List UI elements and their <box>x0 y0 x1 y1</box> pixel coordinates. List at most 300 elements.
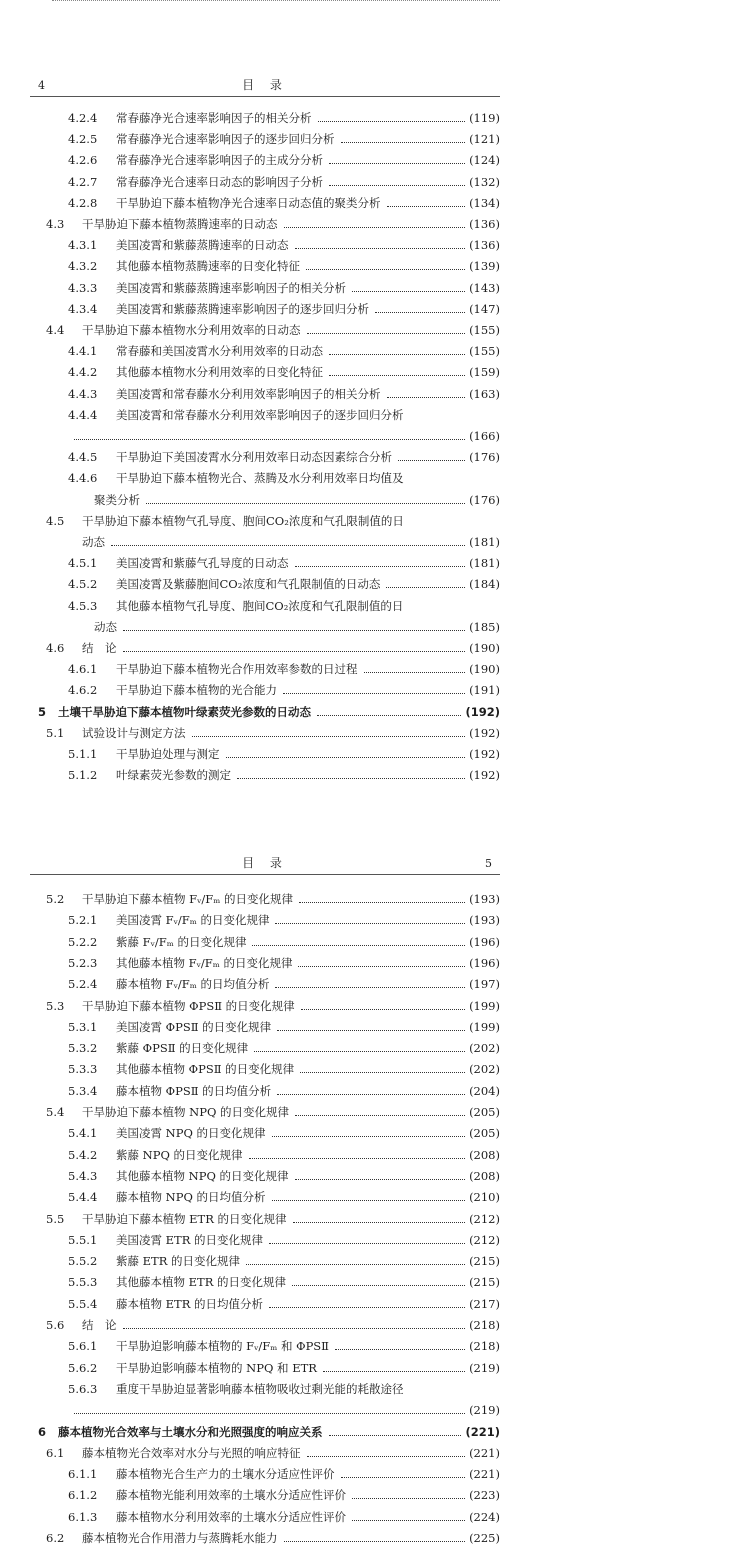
toc-entry[interactable] <box>68 234 500 256</box>
leader-dots <box>295 1115 465 1116</box>
toc-entry-number: 4.4.3 <box>68 386 98 401</box>
toc-entry[interactable] <box>68 931 500 953</box>
leader-dots <box>335 1349 465 1350</box>
toc-entry-number: 5 <box>38 704 47 719</box>
toc-entry[interactable] <box>68 149 500 171</box>
toc-entry-title: 美国凌霄和紫藤蒸腾速率影响因子的逐步回归分析 <box>116 301 369 316</box>
toc-entry[interactable] <box>68 107 500 129</box>
toc-entry[interactable] <box>68 277 500 299</box>
toc-entry-number: 6.1.3 <box>68 1509 98 1524</box>
toc-entry-title: 常春藤净光合速率日动态的影响因子分析 <box>116 174 323 189</box>
toc-entry-page: (224) <box>469 1509 500 1524</box>
toc-entry-number: 4.3.1 <box>68 238 98 253</box>
toc-entry-title: 紫藤 Fᵥ/Fₘ 的日变化规律 <box>116 934 247 949</box>
leader-dots <box>318 121 465 122</box>
toc-entry-page: (219) <box>469 1360 500 1375</box>
leader-dots <box>307 1456 465 1457</box>
toc-entry-title: 藤本植物水分利用效率的土壤水分适应性评价 <box>116 1509 346 1524</box>
toc-entry-title: 藤本植物光合效率对水分与光照的响应特征 <box>82 1445 301 1460</box>
toc-entry-title: 干旱胁迫下藤本植物 Fᵥ/Fₘ 的日变化规律 <box>82 892 293 906</box>
toc-entry-page: (192) <box>469 747 500 761</box>
toc-entry-number: 4.2.8 <box>68 195 98 210</box>
toc-entry-title: 美国凌霄 ΦPSⅡ 的日变化规律 <box>116 1019 272 1034</box>
toc-entry-page: (192) <box>465 704 500 719</box>
toc-entry[interactable] <box>68 1229 500 1251</box>
leader-dots <box>298 966 465 967</box>
toc-entry-title: 美国凌霄和常春藤水分利用效率影响因子的逐步回归分析 <box>116 407 404 422</box>
toc-entry-title: 干旱胁迫处理与测定 <box>116 747 220 761</box>
toc-entry-number: 4.6.2 <box>68 683 98 698</box>
leader-dots <box>272 1200 465 1201</box>
toc-entry-number: 5.1 <box>46 725 65 740</box>
leader-dots <box>341 1477 465 1478</box>
toc-entry-page: (155) <box>469 344 500 359</box>
toc-entry-page: (210) <box>469 1190 500 1205</box>
toc-entry-number: 4.5.3 <box>68 598 98 613</box>
page-number: 4 <box>38 79 45 92</box>
toc-entry[interactable] <box>68 658 500 680</box>
toc-entry[interactable] <box>46 1101 500 1123</box>
toc-entry[interactable] <box>46 1208 500 1230</box>
toc-entry-title: 干旱胁迫影响藤本植物的 NPQ 和 ETR <box>116 1360 317 1375</box>
toc-entry-title: 美国凌霄 NPQ 的日变化规律 <box>116 1126 266 1141</box>
toc-entry-number: 5.4.3 <box>68 1168 98 1183</box>
toc-entry-number: 4.6 <box>46 641 65 655</box>
leader-dots <box>300 1072 465 1073</box>
toc-entry[interactable] <box>46 995 500 1017</box>
toc-entry-number: 4.2.4 <box>68 111 98 125</box>
toc-entry-page: (192) <box>469 768 500 783</box>
toc-entry-page: (181) <box>469 556 500 571</box>
leader-dots <box>249 1158 465 1159</box>
toc-entry[interactable] <box>68 595 500 617</box>
toc-entry-title: 藤本植物光能利用效率的土壤水分适应性评价 <box>116 1488 346 1503</box>
toc-entry-title: 藤本植物光合效率与土壤水分和光照强度的响应关系 <box>58 1424 323 1439</box>
toc-entry-title: 干旱胁迫下藤本植物蒸腾速率的日动态 <box>82 217 278 231</box>
leader-dots <box>283 693 465 694</box>
toc-entry-number: 5.6.3 <box>68 1381 98 1396</box>
toc-entry-page: (147) <box>469 301 500 316</box>
leader-dots <box>295 566 465 567</box>
toc-entry-page: (159) <box>469 365 500 380</box>
toc-entry-number: 4.4.4 <box>68 407 98 422</box>
toc-entry[interactable] <box>46 722 500 744</box>
toc-entry-page: (219) <box>469 1403 500 1418</box>
toc-entry-title: 常春藤净光合速率影响因子的相关分析 <box>116 111 312 125</box>
leader-dots <box>295 248 465 249</box>
leader-dots <box>352 1520 465 1521</box>
toc-entry-page: (196) <box>469 955 500 970</box>
toc-entry-number: 5.3.2 <box>68 1041 98 1056</box>
toc-entry-number: 4.2.7 <box>68 174 98 189</box>
leader-dots <box>237 778 465 779</box>
toc-entry-page: (208) <box>469 1168 500 1183</box>
toc-entry-number: 4.4.5 <box>68 450 98 465</box>
toc-entry-page: (155) <box>469 323 500 337</box>
toc-entry[interactable] <box>68 128 500 150</box>
toc-entry[interactable] <box>68 467 500 489</box>
toc-entry[interactable] <box>68 743 500 765</box>
leader-dots <box>352 291 465 292</box>
leader-dots <box>386 587 465 588</box>
leader-dots <box>277 1094 465 1095</box>
toc-entry[interactable] <box>68 1484 500 1506</box>
toc-entry[interactable] <box>68 1335 500 1357</box>
toc-entry[interactable] <box>46 319 500 341</box>
toc-entry-number: 4.6.1 <box>68 662 98 677</box>
leader-dots <box>398 460 465 461</box>
toc-entry[interactable] <box>68 952 500 974</box>
toc-entry-title: 干旱胁迫下藤本植物水分利用效率的日动态 <box>82 323 301 337</box>
toc-entry-page: (190) <box>469 662 500 677</box>
toc-entry-page: (205) <box>469 1126 500 1141</box>
leader-dots <box>74 439 465 440</box>
toc-entry[interactable] <box>46 213 500 235</box>
leader-dots <box>329 185 465 186</box>
toc-entry[interactable] <box>68 1080 500 1102</box>
toc-entry-number: 4.4 <box>46 323 65 337</box>
toc-entry[interactable] <box>46 510 500 532</box>
toc-entry[interactable] <box>46 888 500 910</box>
toc-entry-page: (215) <box>469 1254 500 1269</box>
toc-entry-number: 6.1.1 <box>68 1467 98 1482</box>
leader-dots <box>387 397 465 398</box>
toc-entry-title: 干旱胁迫下美国凌霄水分利用效率日动态因素综合分析 <box>116 450 392 465</box>
toc-entry-title: 其他藤本植物 ETR 的日变化规律 <box>116 1275 287 1290</box>
toc-entry-title: 藤本植物 ΦPSⅡ 的日均值分析 <box>116 1083 272 1098</box>
toc-entry-number: 5.3 <box>46 998 65 1013</box>
toc-entry-number: 4.4.6 <box>68 471 98 486</box>
leader-dots <box>275 987 465 988</box>
leader-dots <box>269 1243 465 1244</box>
toc-entry-page: (223) <box>469 1488 500 1503</box>
leader-dots <box>277 1030 465 1031</box>
toc-entry[interactable] <box>46 1314 500 1336</box>
toc-entry-title: 藤本植物光合生产力的土壤水分适应性评价 <box>116 1467 335 1482</box>
toc-entry-page: (208) <box>469 1147 500 1162</box>
toc-entry[interactable] <box>68 1165 500 1187</box>
leader-dots <box>272 1136 465 1137</box>
toc-entry-title: 其他藤本植物蒸腾速率的日变化特征 <box>116 259 300 274</box>
toc-page-5 <box>0 838 750 1546</box>
toc-entry[interactable] <box>68 1250 500 1272</box>
toc-entry-page: (193) <box>469 892 500 906</box>
toc-entry-title: 其他藤本植物气孔导度、胞间CO₂浓度和气孔限制值的日 <box>116 598 404 613</box>
toc-entry-page: (192) <box>469 725 500 740</box>
toc-entry-number: 4.2.5 <box>68 132 98 147</box>
leader-dots <box>123 651 465 652</box>
toc-entry-number: 5.4 <box>46 1105 65 1119</box>
toc-entry[interactable] <box>68 1463 500 1485</box>
toc-entry-page: (221) <box>469 1467 500 1482</box>
toc-entry[interactable] <box>68 552 500 574</box>
header-title: 目 录 <box>242 856 288 870</box>
toc-entry-number: 5.6 <box>46 1318 65 1332</box>
toc-entry-number: 5.4.4 <box>68 1190 98 1205</box>
leader-dots <box>375 312 465 313</box>
toc-entry-title: 其他藤本植物 ΦPSⅡ 的日变化规律 <box>116 1062 295 1077</box>
toc-entry[interactable] <box>68 255 500 277</box>
leader-dots <box>254 1051 465 1052</box>
leader-dots <box>226 757 465 758</box>
toc-entry-page: (132) <box>469 174 500 189</box>
toc-entry-title: 美国凌霄和紫藤蒸腾速率的日动态 <box>116 238 289 253</box>
toc-entry-page: (119) <box>469 111 500 125</box>
toc-entry[interactable] <box>68 298 500 320</box>
toc-entry-title: 其他藤本植物 Fᵥ/Fₘ 的日变化规律 <box>116 955 293 970</box>
toc-entry-number: 5.2.2 <box>68 934 98 949</box>
toc-entry-page: (190) <box>469 641 500 655</box>
toc-entry[interactable] <box>68 679 500 701</box>
toc-entry-title: 常春藤和美国凌霄水分利用效率的日动态 <box>116 344 323 359</box>
leader-dots <box>317 715 461 716</box>
toc-entry-page: (143) <box>469 280 500 295</box>
toc-entry-title: 常春藤净光合速率影响因子的主成分分析 <box>116 153 323 168</box>
toc-entry[interactable] <box>68 192 500 214</box>
toc-entry-number: 5.5 <box>46 1211 65 1226</box>
leader-dots <box>146 503 465 504</box>
toc-entry-title: 藤本植物 ETR 的日均值分析 <box>116 1296 264 1311</box>
toc-entry-page: (199) <box>469 998 500 1013</box>
toc-entry-page: (221) <box>469 1445 500 1460</box>
toc-entry-number: 5.6.2 <box>68 1360 98 1375</box>
toc-entry-title: 干旱胁迫影响藤本植物的 Fᵥ/Fₘ 和 ΦPSⅡ <box>116 1339 329 1354</box>
toc-entry[interactable] <box>68 1271 500 1293</box>
toc-entry-number: 4.3.2 <box>68 259 98 274</box>
toc-entry[interactable] <box>68 1186 500 1208</box>
toc-entry-number: 5.4.2 <box>68 1147 98 1162</box>
toc-entry[interactable] <box>68 1399 500 1421</box>
leader-dots <box>292 1285 465 1286</box>
toc-entry-page: (184) <box>469 577 500 592</box>
leader-dots <box>252 945 465 946</box>
toc-entry-page: (202) <box>469 1062 500 1077</box>
toc-entry-page: (191) <box>469 683 500 698</box>
toc-entry-number: 5.6.1 <box>68 1339 98 1354</box>
toc-entry-title: 其他藤本植物水分利用效率的日变化特征 <box>116 365 323 380</box>
toc-entry-title: 干旱胁迫下藤本植物光合作用效率参数的日过程 <box>116 662 358 677</box>
toc-entry[interactable] <box>68 1506 500 1528</box>
toc-entry-title: 紫藤 NPQ 的日变化规律 <box>116 1147 243 1162</box>
toc-entry-title: 动态 <box>82 535 105 549</box>
toc-entry-number: 4.5.2 <box>68 577 98 592</box>
toc-entry-page: (181) <box>469 535 500 549</box>
toc-entry-title: 紫藤 ETR 的日变化规律 <box>116 1254 241 1269</box>
leader-dots <box>329 375 465 376</box>
toc-entry-number: 6 <box>38 1424 47 1439</box>
toc-entry-number: 4.4.1 <box>68 344 98 359</box>
toc-entry-number: 5.3.3 <box>68 1062 98 1077</box>
toc-entry-number: 5.5.1 <box>68 1232 98 1247</box>
toc-entry-number: 5.5.4 <box>68 1296 98 1311</box>
toc-entry-page: (196) <box>469 934 500 949</box>
toc-entry-title: 美国凌霄 Fᵥ/Fₘ 的日变化规律 <box>116 913 270 928</box>
toc-entry-page: (199) <box>469 1019 500 1034</box>
toc-entry-number: 5.4.1 <box>68 1126 98 1141</box>
leader-dots <box>284 1541 465 1542</box>
toc-entry-number: 5.5.2 <box>68 1254 98 1269</box>
toc-entry-page: (176) <box>469 450 500 465</box>
toc-entry-page: (166) <box>469 429 500 443</box>
toc-entry-title: 试验设计与测定方法 <box>82 725 186 740</box>
toc-entry[interactable] <box>82 531 500 553</box>
leader-dots <box>364 672 465 673</box>
toc-entry-number: 5.2 <box>46 892 65 906</box>
toc-entry-title: 美国凌霄和紫藤气孔导度的日动态 <box>116 556 289 571</box>
toc-entry[interactable] <box>46 637 500 659</box>
toc-entry-title: 美国凌霄及紫藤胞间CO₂浓度和气孔限制值的日动态 <box>116 577 381 592</box>
leader-dots <box>284 227 465 228</box>
leader-dots <box>352 1498 465 1499</box>
running-header <box>30 854 500 875</box>
toc-entry-title: 动态 <box>94 619 117 634</box>
leader-dots <box>275 923 465 924</box>
toc-entry-number: 4.3.3 <box>68 280 98 295</box>
toc-entry[interactable] <box>68 425 500 447</box>
toc-entry-page: (163) <box>469 386 500 401</box>
toc-entry-number: 5.3.4 <box>68 1083 98 1098</box>
toc-entry[interactable] <box>68 1037 500 1059</box>
toc-entry-number: 4.3 <box>46 217 65 231</box>
toc-entry-page: (193) <box>469 913 500 928</box>
toc-entry[interactable] <box>68 404 500 426</box>
toc-entry-page: (205) <box>469 1105 500 1119</box>
leader-dots <box>111 545 465 546</box>
leader-dots <box>306 269 465 270</box>
toc-entry-title: 干旱胁迫下藤本植物光合、蒸腾及水分利用效率日均值及 <box>116 471 404 486</box>
toc-entry-number: 4.5 <box>46 513 65 528</box>
running-header <box>30 76 500 97</box>
toc-entry-title: 结 论 <box>82 641 117 655</box>
toc-entry-page: (121) <box>469 132 500 147</box>
toc-entry[interactable] <box>94 489 500 511</box>
toc-entry[interactable] <box>46 1442 500 1464</box>
toc-entry[interactable] <box>94 616 500 638</box>
toc-entry[interactable] <box>68 1122 500 1144</box>
toc-entry-number: 5.2.4 <box>68 977 98 992</box>
toc-entry-title: 土壤干旱胁迫下藤本植物叶绿素荧光参数的日动态 <box>58 704 311 719</box>
toc-entry[interactable] <box>68 361 500 383</box>
toc-entry-number: 5.5.3 <box>68 1275 98 1290</box>
toc-entry-title: 美国凌霄和常春藤水分利用效率影响因子的相关分析 <box>116 386 381 401</box>
toc-entry-page: (124) <box>469 153 500 168</box>
toc-entry-number: 6.1.2 <box>68 1488 98 1503</box>
toc-entry[interactable] <box>68 1357 500 1379</box>
toc-entry-number: 5.1.2 <box>68 768 98 783</box>
toc-entry-title: 叶绿素荧光参数的测定 <box>116 768 231 783</box>
header-title: 目 录 <box>242 78 288 92</box>
toc-entry[interactable] <box>68 383 500 405</box>
leader-dots <box>387 206 465 207</box>
toc-entry[interactable] <box>68 1144 500 1166</box>
toc-entry-page: (136) <box>469 217 500 231</box>
toc-entry-title: 紫藤 ΦPSⅡ 的日变化规律 <box>116 1041 249 1056</box>
toc-entry-page: (202) <box>469 1041 500 1056</box>
leader-dots <box>293 1222 465 1223</box>
toc-entry-title: 藤本植物光合作用潜力与蒸腾耗水能力 <box>82 1531 278 1545</box>
toc-entry-title: 藤本植物 NPQ 的日均值分析 <box>116 1190 266 1205</box>
leader-dots <box>307 333 465 334</box>
leader-dots <box>323 1371 465 1372</box>
toc-entry-page: (217) <box>469 1296 500 1311</box>
leader-dots <box>329 1435 461 1436</box>
leader-dots <box>329 354 465 355</box>
toc-entry-title: 美国凌霄和紫藤蒸腾速率影响因子的相关分析 <box>116 280 346 295</box>
toc-entry-title: 干旱胁迫下藤本植物的光合能力 <box>116 683 277 698</box>
toc-entry-page: (139) <box>469 259 500 274</box>
toc-entry[interactable] <box>68 171 500 193</box>
toc-entry[interactable] <box>68 1016 500 1038</box>
leader-dots <box>301 1009 465 1010</box>
leader-dots <box>123 630 465 631</box>
toc-entry-page: (212) <box>469 1211 500 1226</box>
toc-entry-title: 干旱胁迫下藤本植物气孔导度、胞间CO₂浓度和气孔限制值的日 <box>82 513 404 528</box>
toc-entry-number: 5.2.3 <box>68 955 98 970</box>
toc-entry-title: 聚类分析 <box>94 492 140 507</box>
toc-entry[interactable] <box>68 340 500 362</box>
leader-dots <box>246 1264 465 1265</box>
toc-entry-title: 常春藤净光合速率影响因子的逐步回归分析 <box>116 132 335 147</box>
toc-entry-page: (221) <box>465 1424 500 1439</box>
toc-entry[interactable] <box>68 973 500 995</box>
toc-entry-page: (204) <box>469 1083 500 1098</box>
toc-entry[interactable] <box>68 1293 500 1315</box>
toc-entry-title: 干旱胁迫下藤本植物 ETR 的日变化规律 <box>82 1211 287 1226</box>
toc-entry-page: (136) <box>469 238 500 253</box>
toc-entry-page: (197) <box>469 977 500 992</box>
toc-entry-number: 6.2 <box>46 1531 65 1545</box>
leader-dots <box>74 1413 465 1414</box>
toc-entry[interactable] <box>38 701 500 723</box>
toc-entry-number: 4.4.2 <box>68 365 98 380</box>
toc-entry[interactable] <box>68 1378 500 1400</box>
toc-entry-number: 5.3.1 <box>68 1019 98 1034</box>
toc-entry[interactable] <box>68 909 500 931</box>
toc-entry[interactable] <box>68 1058 500 1080</box>
toc-entry-number: 5.1.1 <box>68 747 98 761</box>
toc-entry-page: (185) <box>469 619 500 634</box>
toc-entry-number: 4.5.1 <box>68 556 98 571</box>
toc-entry-page: (212) <box>469 1232 500 1247</box>
toc-entry[interactable] <box>68 573 500 595</box>
toc-entry-number: 4.3.4 <box>68 301 98 316</box>
leader-dots <box>299 902 465 903</box>
leader-dots <box>123 1328 465 1329</box>
toc-entry[interactable] <box>68 446 500 468</box>
toc-entry-title: 其他藤本植物 NPQ 的日变化规律 <box>116 1168 289 1183</box>
toc-entry-title: 重度干旱胁迫显著影响藤本植物吸收过剩光能的耗散途径 <box>116 1381 404 1396</box>
toc-entry-number: 5.2.1 <box>68 913 98 928</box>
page-number: 5 <box>485 857 492 870</box>
leader-dots <box>329 163 465 164</box>
toc-entry-page: (176) <box>469 492 500 507</box>
toc-entry-number: 4.2.6 <box>68 153 98 168</box>
toc-entry-title: 干旱胁迫下藤本植物 NPQ 的日变化规律 <box>82 1105 290 1119</box>
toc-entry-title: 美国凌霄 ETR 的日变化规律 <box>116 1232 264 1247</box>
leader-dots <box>192 736 465 737</box>
toc-entry[interactable] <box>68 764 500 786</box>
toc-entry[interactable] <box>38 1421 500 1443</box>
toc-entry-number: 6.1 <box>46 1445 65 1460</box>
toc-entry-page: (218) <box>469 1339 500 1354</box>
toc-entry-title: 干旱胁迫下藤本植物 ΦPSⅡ 的日变化规律 <box>82 998 295 1013</box>
toc-entry-page: (134) <box>469 195 500 210</box>
leader-dots <box>341 142 465 143</box>
toc-entry-page: (218) <box>469 1318 500 1332</box>
leader-dots <box>295 1179 465 1180</box>
toc-entry-page: (225) <box>469 1531 500 1545</box>
toc-entry-title: 结 论 <box>82 1318 117 1332</box>
